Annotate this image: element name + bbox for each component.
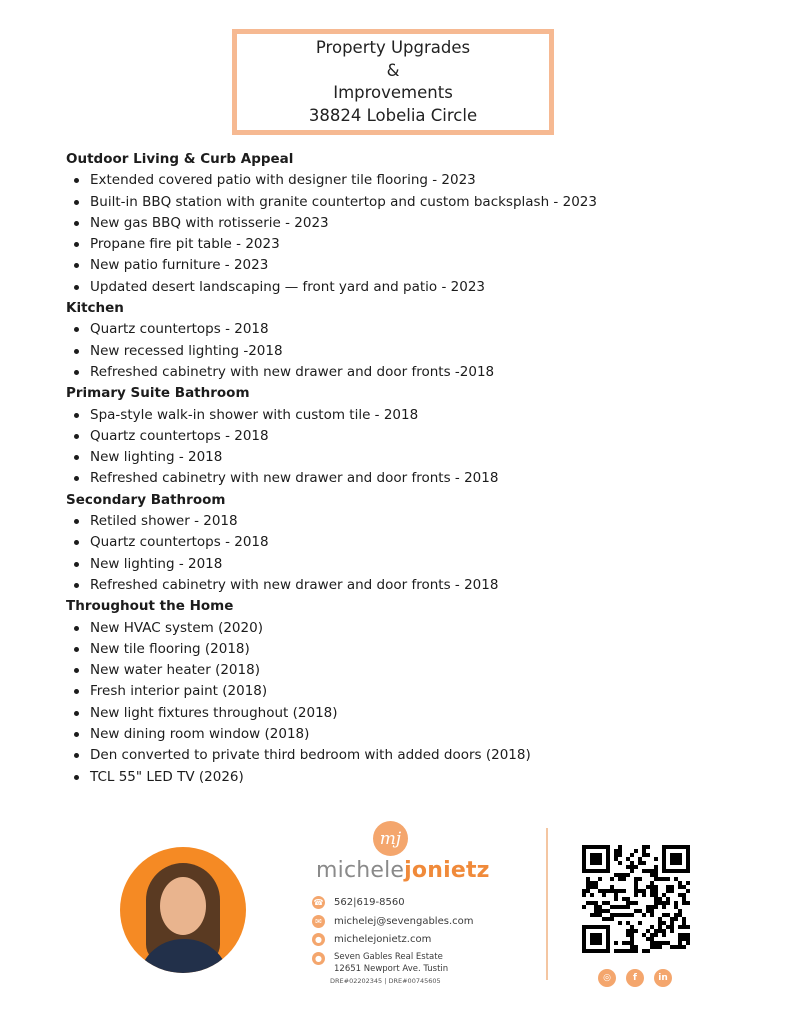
linkedin-icon[interactable]: in bbox=[654, 969, 672, 987]
agent-first-name: michele bbox=[316, 858, 405, 883]
office-name: Seven Gables Real Estate bbox=[334, 952, 443, 962]
contact-email-row bbox=[312, 915, 474, 928]
footer-divider bbox=[546, 828, 548, 980]
contact-location-row bbox=[312, 952, 334, 965]
section-heading: Outdoor Living & Curb Appeal bbox=[66, 151, 294, 167]
list-item: Built-in BBQ station with granite countertop and custom backsplash - 2023 bbox=[66, 192, 756, 213]
list-item: Refreshed cabinetry with new drawer and door fronts - 2018 bbox=[66, 575, 756, 596]
contact-email[interactable]: michelej@sevengables.com bbox=[334, 916, 474, 927]
agent-brand-name bbox=[316, 858, 490, 883]
agent-last-name: jonietz bbox=[404, 858, 490, 883]
contact-web-row bbox=[312, 933, 431, 946]
section-list bbox=[66, 511, 756, 596]
list-item: Quartz countertops - 2018 bbox=[66, 426, 756, 447]
phone-icon: ☎ bbox=[313, 898, 324, 907]
list-item: TCL 55" LED TV (2026) bbox=[66, 767, 756, 788]
list-item: New tile flooring (2018) bbox=[66, 639, 756, 660]
list-item: Quartz countertops - 2018 bbox=[66, 532, 756, 553]
title-box bbox=[232, 29, 554, 135]
social-links bbox=[598, 969, 672, 987]
location-pin-icon: ● bbox=[312, 952, 325, 965]
instagram-icon[interactable]: ◎ bbox=[598, 969, 616, 987]
title-line-4: 38824 Lobelia Circle bbox=[308, 105, 478, 125]
contact-phone[interactable]: 562|619-8560 bbox=[334, 897, 405, 908]
title-line-1: Property Upgrades bbox=[315, 38, 471, 57]
section-list bbox=[66, 319, 756, 383]
list-item: New lighting - 2018 bbox=[66, 447, 756, 468]
list-item: New light fixtures throughout (2018) bbox=[66, 703, 756, 724]
list-item: New gas BBQ with rotisserie - 2023 bbox=[66, 213, 756, 234]
list-item: Refreshed cabinetry with new drawer and door fronts - 2018 bbox=[66, 468, 756, 489]
list-item: Retiled shower - 2018 bbox=[66, 511, 756, 532]
list-item: Propane fire pit table - 2023 bbox=[66, 234, 756, 255]
list-item: Spa-style walk-in shower with custom tile - 2018 bbox=[66, 405, 756, 426]
list-item: New lighting - 2018 bbox=[66, 554, 756, 575]
facebook-icon[interactable]: f bbox=[626, 969, 644, 987]
dre-numbers: DRE#02202345 | DRE#00745605 bbox=[330, 977, 441, 985]
qr-code[interactable] bbox=[582, 845, 690, 953]
section-list bbox=[66, 618, 756, 788]
title-line-2: & bbox=[386, 60, 400, 80]
email-icon: ✉ bbox=[312, 915, 325, 928]
list-item: Quartz countertops - 2018 bbox=[66, 319, 756, 340]
list-item: Fresh interior paint (2018) bbox=[66, 681, 756, 702]
title-line-3: Improvements bbox=[333, 83, 453, 102]
section-heading: Kitchen bbox=[66, 300, 124, 317]
section-heading: Primary Suite Bathroom bbox=[66, 385, 250, 402]
upgrades-list bbox=[66, 149, 756, 788]
section-heading: Secondary Bathroom bbox=[66, 491, 226, 508]
contact-website[interactable]: michelejonietz.com bbox=[334, 934, 432, 945]
list-item: Updated desert landscaping — front yard and patio - 2023 bbox=[66, 277, 756, 298]
section-heading: Throughout the Home bbox=[66, 598, 234, 615]
list-item: Refreshed cabinetry with new drawer and door fronts -2018 bbox=[66, 362, 756, 383]
office-info bbox=[334, 951, 448, 975]
office-address: 12651 Newport Ave. Tustin bbox=[334, 964, 449, 974]
list-item: New patio furniture - 2023 bbox=[66, 255, 756, 276]
logo-mark-icon: mj bbox=[373, 821, 408, 856]
list-item: New HVAC system (2020) bbox=[66, 618, 756, 639]
contact-phone-row bbox=[312, 896, 405, 909]
section-list bbox=[66, 405, 756, 490]
list-item: New dining room window (2018) bbox=[66, 724, 756, 745]
list-item: New water heater (2018) bbox=[66, 660, 756, 681]
list-item: Den converted to private third bedroom with added doors (2018) bbox=[66, 745, 756, 766]
globe-icon: ● bbox=[312, 933, 325, 946]
agent-photo bbox=[120, 847, 246, 973]
list-item: Extended covered patio with designer tile flooring - 2023 bbox=[66, 170, 756, 191]
section-list bbox=[66, 170, 756, 298]
list-item: New recessed lighting -2018 bbox=[66, 341, 756, 362]
